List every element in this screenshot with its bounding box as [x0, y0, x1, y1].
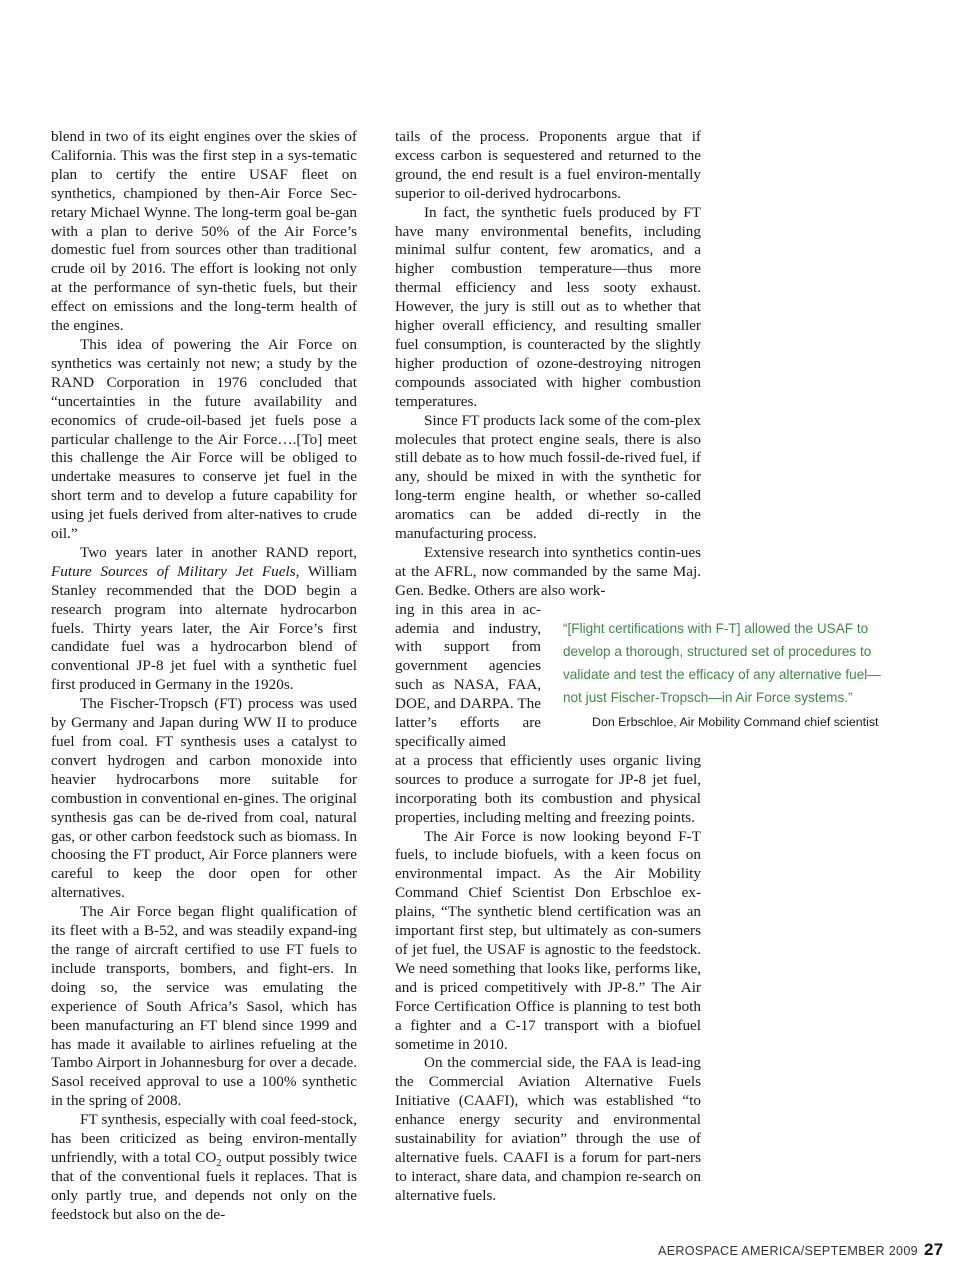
- paragraph: On the commercial side, the FAA is lead-ing the Commercial Aviation Alternative Fuels Initiative (CAAFI), which was established “to enhance energy security and environmental sustainability for aviation” through the use of alternative fuels. CAAFI is a forum for part-ners to interact, share data, and champion re-search on alternative fuels.: [395, 1054, 701, 1204]
- paragraph: tails of the process. Proponents argue that if excess carbon is sequestered and returned to the ground, the end result is a fuel environ-mentally superior to oil-derived hydrocarbons.: [395, 128, 701, 202]
- paragraph: [51, 1111, 357, 1224]
- pull-quote-line: “[Flight certifications with F-T] allowed the USAF to: [563, 621, 869, 636]
- pull-quote-line: not just Fischer-Tropsch—in Air Force systems.”: [563, 690, 853, 705]
- paragraph: The Air Force is now looking beyond F-T fuels, to include biofuels, with a keen focus on environmental impact. As the Air Mobility Command Chief Scientist Don Erbschloe ex-plains, “The synthetic blend certification was an important first step, but ultimately as con-sumers of jet fuel, the USAF is agnostic to the feedstock. We need something that looks like, performs like, and is priced competitively with JP-8.” The Air Force Certification Office is planning to test both a fighter and a C-17 transport with a biofuel sometime in 2010.: [395, 827, 701, 1053]
- pull-quote-line: develop a thorough, structured set of procedures to: [563, 644, 872, 659]
- paragraph-text: FT synthesis, especially with coal feed-stock, has been criticized as being environ-mentally unfriendly, with a total CO: [51, 1111, 357, 1166]
- paragraph: Extensive research into synthetics contin-ues at the AFRL, now commanded by the same Maj. Gen. Bedke. Others are also work-: [395, 543, 701, 599]
- pull-quote-attribution: Don Erbschloe, Air Mobility Command chief scientist: [592, 715, 879, 729]
- paragraph: The Fischer-Tropsch (FT) process was used by Germany and Japan during WW II to produce fuel from coal. FT synthesis uses a catalyst to convert hydrogen and carbon monoxide into heavier hydrocarbons more suitable for combustion in conventional en-gines. The original synthesis gas can be de-rived from coal, natural gas, or other carbon feedstock such as biomass. In choosing the FT product, Air Force planners were careful to keep the door open for other alternatives.: [51, 695, 357, 902]
- pull-quote: [563, 617, 893, 734]
- paragraph-text: Two years later in another RAND report,: [80, 543, 357, 561]
- paragraph: at a process that efficiently uses organic living sources to produce a surrogate for JP-8 jet fuel, incorporating both its combustion and physical properties, including melting and freezing points.: [395, 751, 701, 826]
- paragraph-narrow: ing in this area in ac-ademia and industry, with support from government agencies such as NASA, FAA, DOE, and DARPA. The latter’s efforts are specifically aimed: [395, 600, 541, 750]
- pull-quote-line: validate and test the efficacy of any alternative fuel—: [563, 667, 881, 682]
- page-footer: [658, 1240, 943, 1260]
- paragraph: The Air Force began flight qualification of its fleet with a B-52, and was steadily expand-ing the range of aircraft certified to use FT fuels to include transports, bombers, and fight-ers. In doing so, the service was emulating the experience of South Africa’s Sasol, which has been manufacturing an FT blend since 1999 and has made it available to airlines refueling at the Tambo Airport in Johannesburg for over a decade. Sasol received approval to use a 100% synthetic in the spring of 2008.: [51, 903, 357, 1110]
- paragraph: blend in two of its eight engines over the skies of California. This was the first step in a sys-tematic plan to certify the entire USAF fleet on synthetics, championed by then-Air Force Sec-retary Michael Wynne. The long-term goal be-gan with a plan to derive 50% of the Air Force’s domestic fuel from sources other than traditional crude oil by 2016. The effort is looking not only at the performance of syn-thetic fuels, but their effect on emissions and the long-term health of the engines.: [51, 128, 357, 335]
- paragraph: Since FT products lack some of the com-plex molecules that protect engine seals, there is also still debate as to how much fossil-de-rived fuel, if any, should be mixed in with the synthetic for long-term engine health, or whether so-called aromatics can be added di-rectly in the manufacturing process.: [395, 411, 701, 543]
- report-title: Future Sources of Military Jet Fuels,: [51, 562, 300, 580]
- paragraph-text: output possibly twice that of the conventional fuels it replaces. That is only partly true, and depends not only on the feedstock but also on the de-: [51, 1148, 357, 1223]
- article-column-left: [51, 128, 357, 1225]
- paragraph: [51, 544, 357, 695]
- paragraph: This idea of powering the Air Force on synthetics was certainly not new; a study by the RAND Corporation in 1976 concluded that “uncertainties in the future availability and economics of crude-oil-based jet fuels pose a particular challenge to the Air Force….[To] meet this challenge the Air Force will be obliged to undertake measures to conserve jet fuel in the short term and to develop a future capability for using jet fuels derived from alter-natives to crude oil.”: [51, 335, 357, 543]
- paragraph: In fact, the synthetic fuels produced by FT have many environmental benefits, including minimal sulfur content, few aromatics, and a higher combustion temperature—thus more thermal efficiency and less sooty exhaust. However, the jury is still out as to whether that higher overall efficiency, and resulting smaller fuel consumption, is counteracted by the slightly higher production of ozone-destroying nitrogen compounds associated with higher combustion temperatures.: [395, 203, 701, 410]
- publication-name: AEROSPACE AMERICA/SEPTEMBER 2009: [658, 1244, 918, 1258]
- paragraph-text: William Stanley recommended that the DOD begin a research program into alternate hydrocarbon fuels. Thirty years later, the Air Force’s first candidate fuel was a hydrocarbon blend of conventional JP-8 jet fuel with a synthetic fuel first produced in Germany in the 1920s.: [51, 562, 357, 694]
- subscript: 2: [216, 1157, 222, 1169]
- page-number: 27: [923, 1240, 944, 1259]
